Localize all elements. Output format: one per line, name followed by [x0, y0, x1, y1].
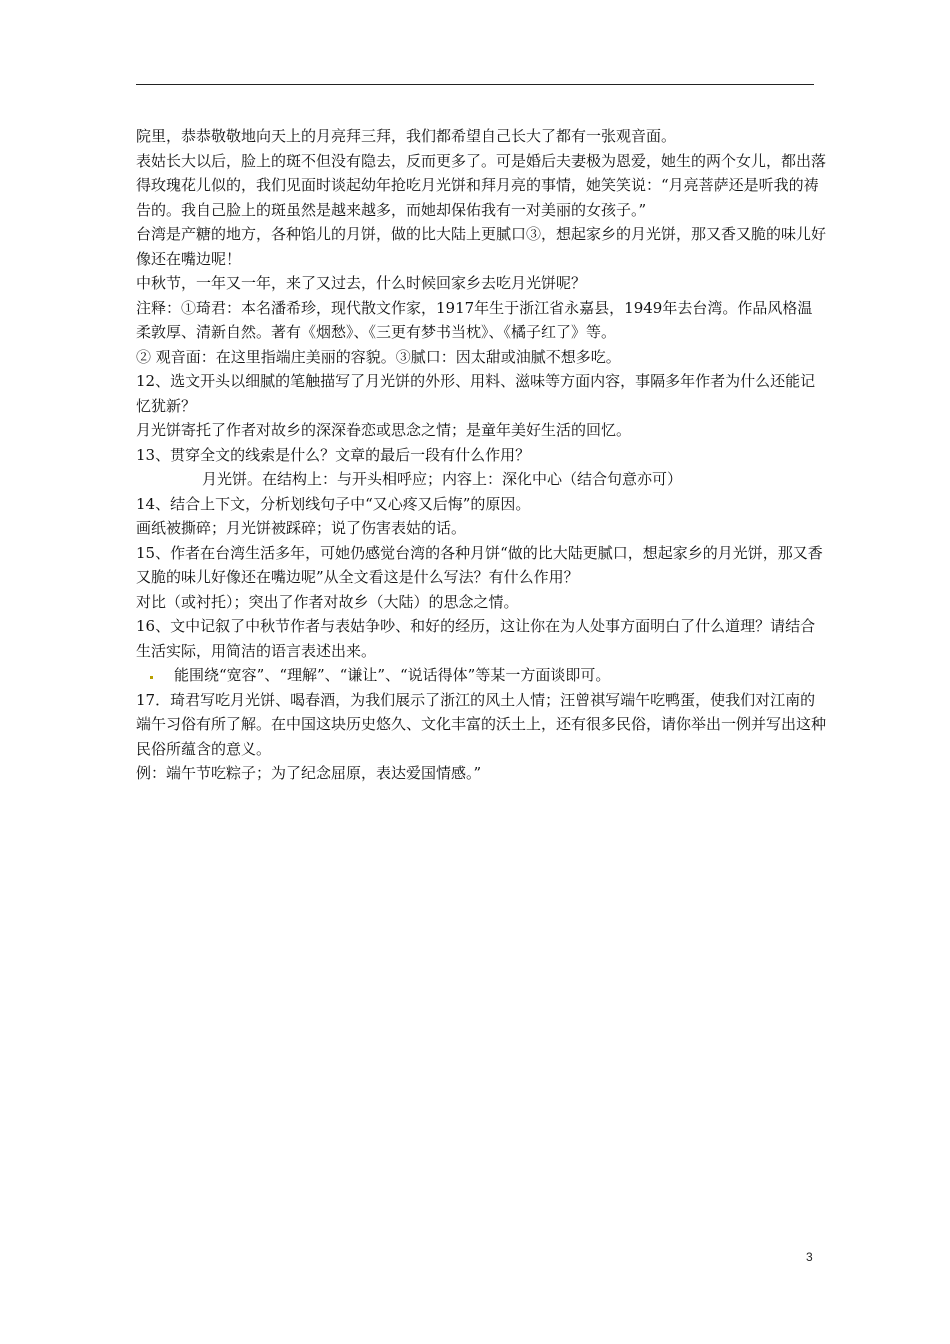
question-16: 16、文中记叙了中秋节作者与表姑争吵、和好的经历，这让你在为人处事方面明白了什么道理？请结合生活实际，用简洁的语言表述出来。	[136, 617, 816, 660]
question-13: 13、贯穿全文的线索是什么？文章的最后一段有什么作用？	[136, 445, 531, 464]
question-14: 14、结合上下文，分析划线句子中“又心疼又后悔”的原因。	[136, 494, 531, 513]
answer-16: 能围绕“宽容”、“理解”、“谦让”、“说话得体”等某一方面谈即可。	[174, 666, 611, 684]
note-author: 注释：①琦君：本名潘希珍，现代散文作家，1917年生于浙江省永嘉县，1949年去台湾。作品风格温柔敦厚、清新自然。著有《烟愁》、《三更有梦书当枕》、《橘子红了》等。	[136, 298, 813, 341]
paragraph-cousin-grown-up: 表姑长大以后，脸上的斑不但没有隐去，反而更多了。可是婚后夫妻极为恩爱，她生的两个女儿，都出落得玫瑰花儿似的，我们见面时谈起幼年抢吃月光饼和拜月亮的事情，她笑笑说：“月亮菩萨还是听我的祷告的。我自己脸上的斑虽然是越来越多，而她却保佑我有一对美丽的女孩子。”	[136, 151, 827, 219]
mark-dot	[150, 676, 153, 679]
paragraph-taiwan-mooncakes: 台湾是产糖的地方，各种馅儿的月饼，做的比大陆上更腻口③，想起家乡的月光饼，那又香又脆的味儿好像还在嘴边呢！	[136, 225, 827, 268]
question-12: 12、选文开头以细腻的笔触描写了月光饼的外形、用料、滋味等方面内容，事隔多年作者为什么还能记忆犹新？	[136, 372, 816, 415]
answer-17: 例：端午节吃粽子；为了纪念屈原，表达爱国情感。”	[136, 764, 482, 782]
question-17: 17．琦君写吃月光饼、喝春酒，为我们展示了浙江的风土人情；汪曾祺写端午吃鸭蛋，使我们对江南的端午习俗有所了解。在中国这块历史悠久、文化丰富的沃土上，还有很多民俗，请你举出一例并写出这种民俗所蕴含的意义。	[136, 690, 827, 758]
question-15: 15、作者在台湾生活多年，可她仍感觉台湾的各种月饼“做的比大陆更腻口，想起家乡的月光饼，那又香又脆的味儿好像还在嘴边呢”从全文看这是什么写法？有什么作用？	[136, 543, 823, 586]
page-number: 3	[806, 1250, 813, 1264]
document-body	[136, 124, 826, 786]
answer-13: 月光饼。在结构上：与开头相呼应；内容上：深化中心（结合句意亦可）	[202, 470, 683, 488]
answer-16-row	[136, 663, 826, 688]
answer-12: 月光饼寄托了作者对故乡的深深眷恋或思念之情；是童年美好生活的回忆。	[136, 421, 632, 439]
header-rule	[136, 84, 814, 85]
paragraph-mid-autumn: 中秋节，一年又一年，来了又过去，什么时候回家乡去吃月光饼呢？	[136, 274, 587, 292]
note-terms: ② 观音面：在这里指端庄美丽的容貌。③腻口：因太甜或油腻不想多吃。	[136, 347, 621, 366]
answer-14: 画纸被撕碎；月光饼被踩碎；说了伤害表姑的话。	[136, 519, 467, 537]
answer-15: 对比（或衬托）；突出了作者对故乡（大陆）的思念之情。	[136, 592, 519, 611]
paragraph-continuation: 院里，恭恭敬敬地向天上的月亮拜三拜，我们都希望自己长大了都有一张观音面。	[136, 127, 677, 145]
